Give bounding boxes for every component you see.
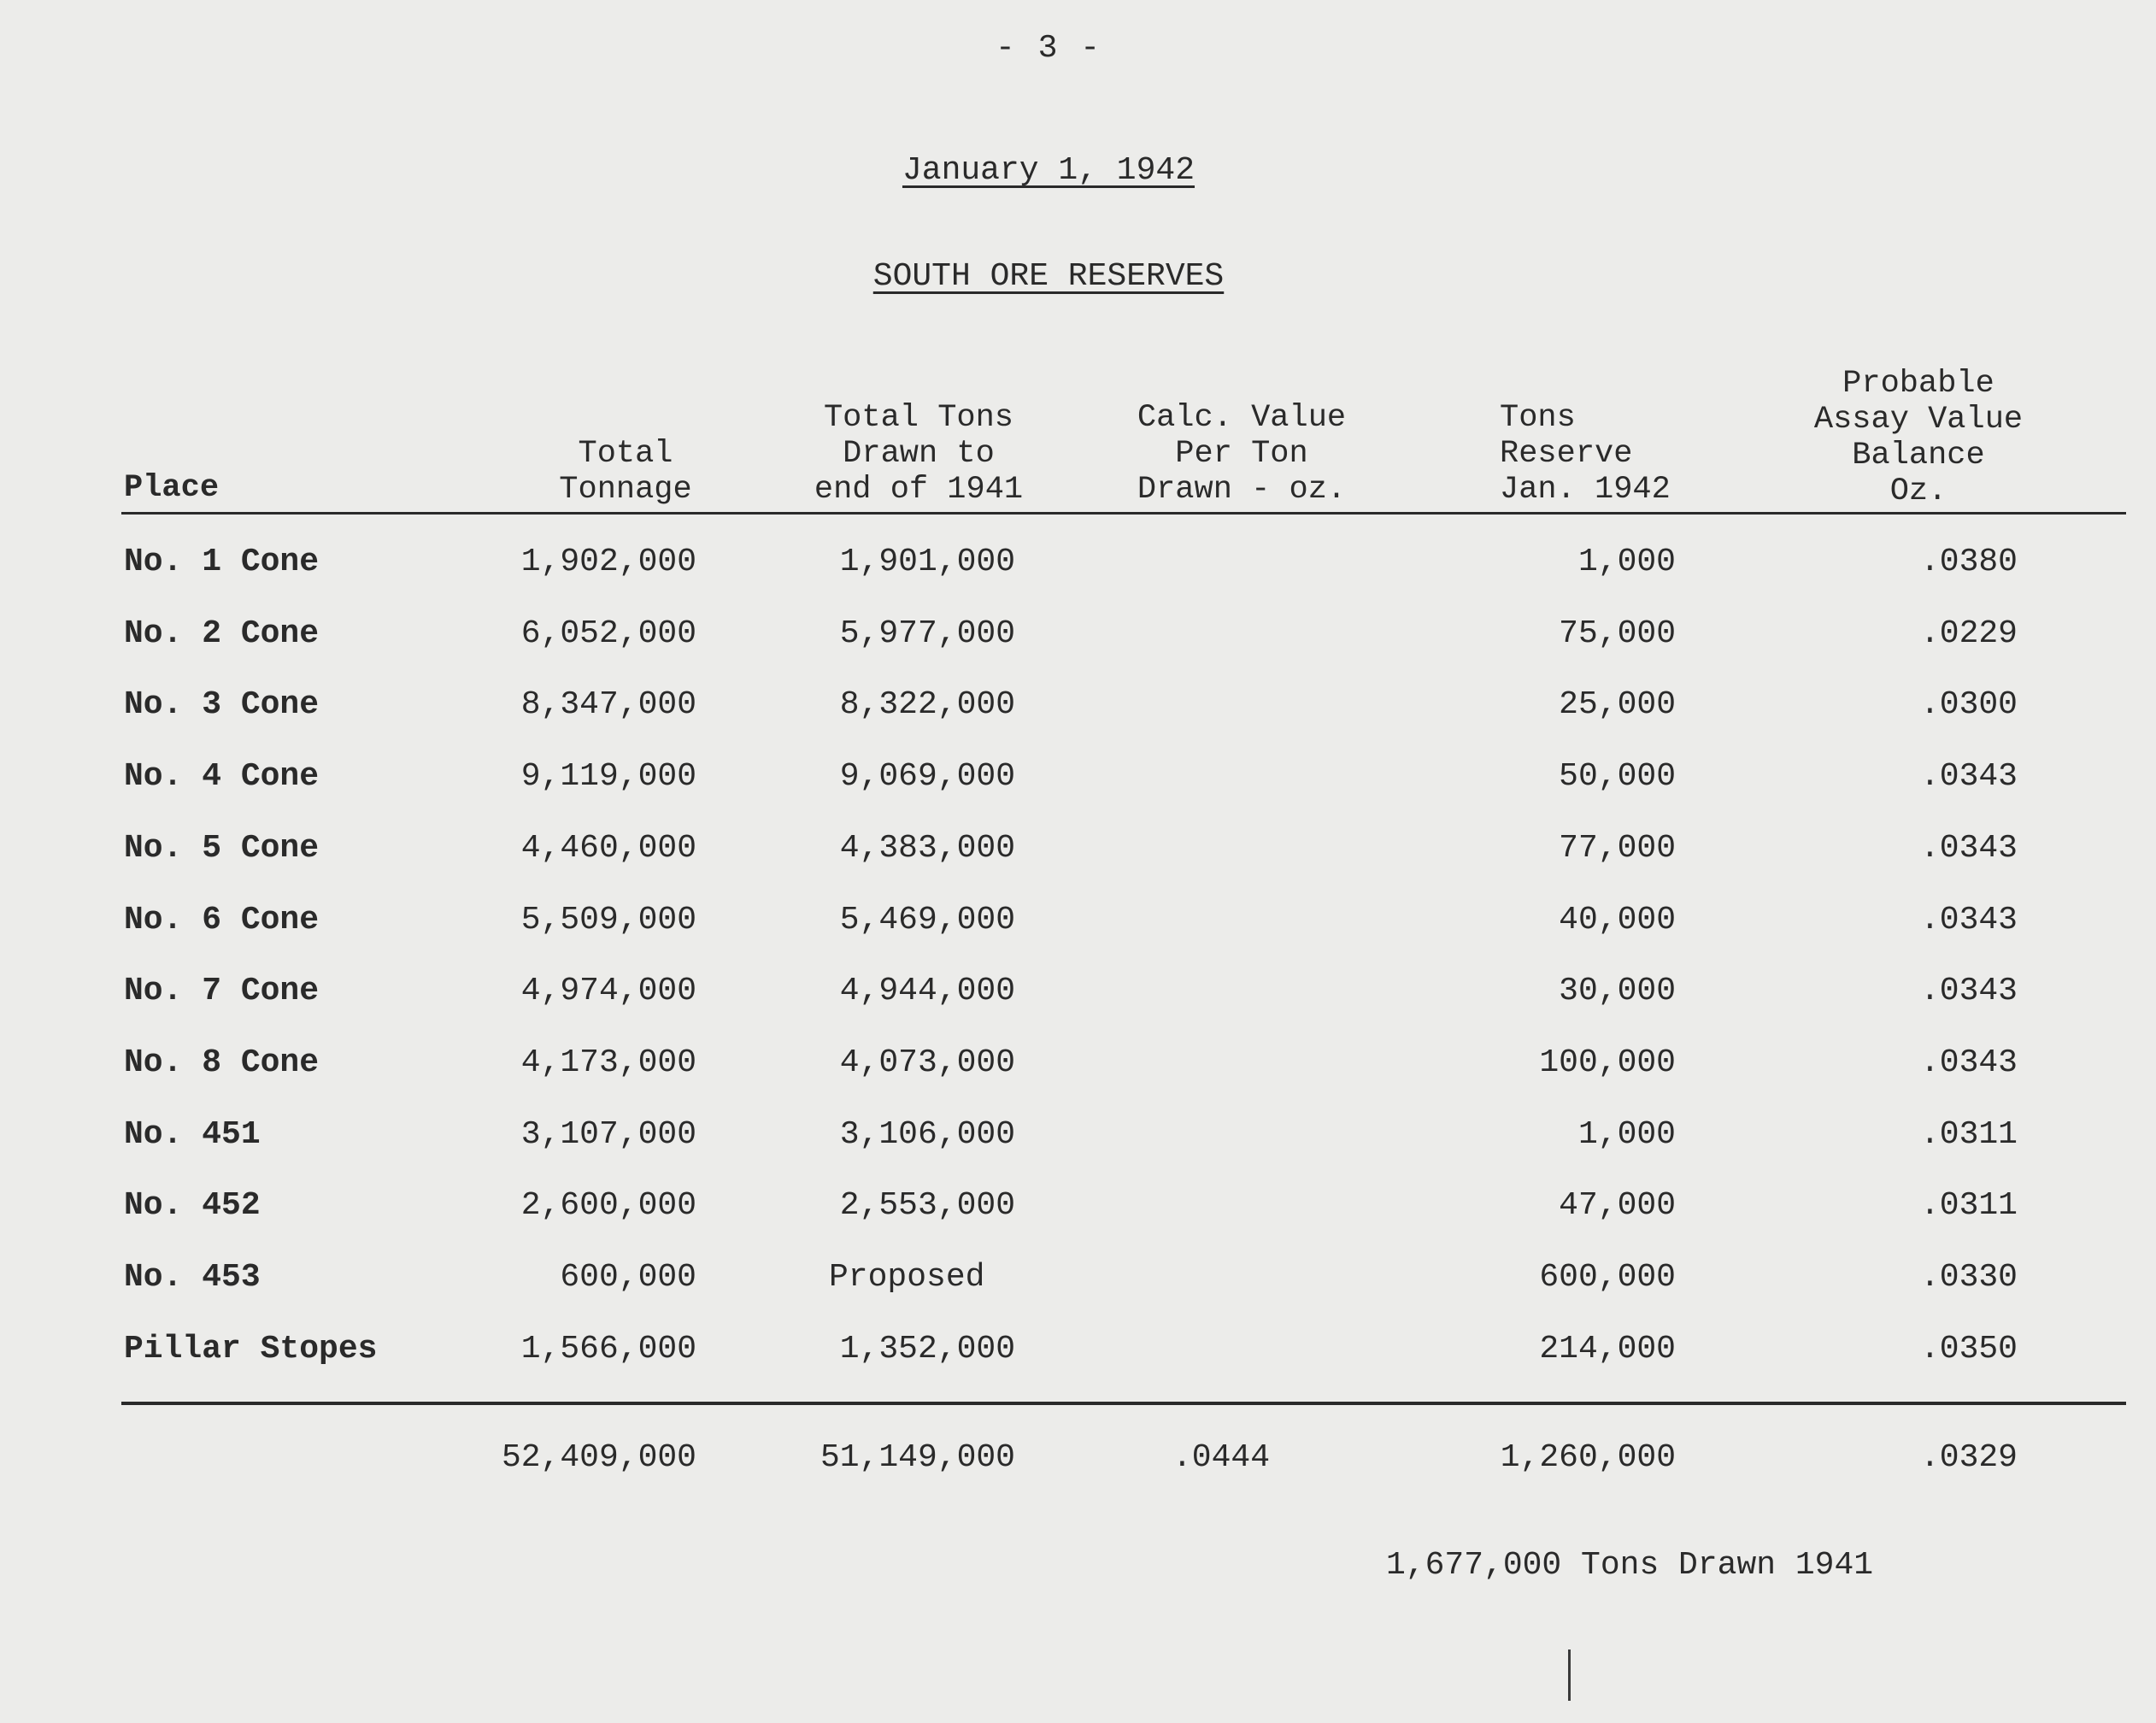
row-place: No. 8 Cone — [124, 1044, 320, 1081]
header-reserve: Tons Reserve Jan. 1942 — [1500, 400, 1671, 508]
row-place: No. 452 — [124, 1187, 261, 1224]
row-place: Pillar Stopes — [124, 1331, 378, 1367]
row-assay: .0343 — [1919, 830, 2018, 867]
totals-rule — [121, 1402, 2126, 1405]
row-assay: .0311 — [1919, 1187, 2018, 1224]
row-reserve: 1,000 — [1577, 544, 1676, 580]
header-place: Place — [124, 470, 220, 506]
row-assay: .0300 — [1919, 686, 2018, 723]
row-place: No. 1 Cone — [124, 544, 320, 580]
pencil-mark — [1568, 1649, 1571, 1701]
header-assay: Probable Assay Value Balance Oz. — [1813, 366, 2024, 509]
row-total-tonnage: 3,107,000 — [520, 1116, 696, 1153]
row-reserve: 40,000 — [1559, 902, 1676, 938]
assay-average: .0329 — [1919, 1439, 2018, 1476]
row-reserve: 25,000 — [1559, 686, 1676, 723]
row-reserve: 50,000 — [1559, 758, 1676, 795]
row-place: No. 453 — [124, 1259, 261, 1296]
page-number: - 3 - — [995, 30, 1102, 67]
report-title — [0, 258, 2097, 295]
row-reserve: 1,000 — [1577, 1116, 1676, 1153]
row-drawn: Proposed — [829, 1259, 985, 1296]
row-total-tonnage: 5,509,000 — [520, 902, 696, 938]
row-reserve: 100,000 — [1539, 1044, 1676, 1081]
row-place: No. 5 Cone — [124, 830, 320, 867]
row-total-tonnage: 9,119,000 — [520, 758, 696, 795]
row-assay: .0330 — [1919, 1259, 2018, 1296]
row-assay: .0343 — [1919, 902, 2018, 938]
row-total-tonnage: 4,974,000 — [520, 973, 696, 1009]
row-drawn: 1,352,000 — [839, 1331, 1015, 1367]
row-drawn: 5,469,000 — [839, 902, 1015, 938]
row-reserve: 47,000 — [1559, 1187, 1676, 1224]
row-drawn: 4,383,000 — [839, 830, 1015, 867]
row-assay: .0343 — [1919, 973, 2018, 1009]
row-place: No. 2 Cone — [124, 615, 320, 652]
row-total-tonnage: 2,600,000 — [520, 1187, 696, 1224]
row-reserve: 600,000 — [1539, 1259, 1676, 1296]
footnote: 1,677,000 Tons Drawn 1941 — [1386, 1547, 1874, 1584]
row-drawn: 3,106,000 — [839, 1116, 1015, 1153]
calc-value-total: .0444 — [1172, 1439, 1271, 1476]
row-total-tonnage: 600,000 — [560, 1259, 696, 1296]
row-drawn: 4,073,000 — [839, 1044, 1015, 1081]
row-place: No. 451 — [124, 1116, 261, 1153]
row-place: No. 6 Cone — [124, 902, 320, 938]
row-reserve: 30,000 — [1559, 973, 1676, 1009]
header-total-tonnage: Total Tonnage — [559, 436, 692, 508]
row-total-tonnage: 4,173,000 — [520, 1044, 696, 1081]
date-heading-text: January 1, 1942 — [902, 152, 1195, 189]
reserve-sum: 1,260,000 — [1500, 1439, 1676, 1476]
row-drawn: 9,069,000 — [839, 758, 1015, 795]
total-tonnage-sum: 52,409,000 — [501, 1439, 696, 1476]
row-reserve: 75,000 — [1559, 615, 1676, 652]
total-drawn-sum: 51,149,000 — [820, 1439, 1015, 1476]
row-reserve: 77,000 — [1559, 830, 1676, 867]
date-heading — [0, 152, 2097, 189]
row-assay: .0380 — [1919, 544, 2018, 580]
row-assay: .0343 — [1919, 1044, 2018, 1081]
row-total-tonnage: 8,347,000 — [520, 686, 696, 723]
header-rule — [121, 512, 2126, 515]
row-total-tonnage: 4,460,000 — [520, 830, 696, 867]
row-drawn: 5,977,000 — [839, 615, 1015, 652]
report-title-text: SOUTH ORE RESERVES — [872, 258, 1225, 295]
row-drawn: 8,322,000 — [839, 686, 1015, 723]
row-total-tonnage: 6,052,000 — [520, 615, 696, 652]
row-drawn: 1,901,000 — [839, 544, 1015, 580]
row-assay: .0350 — [1919, 1331, 2018, 1367]
row-total-tonnage: 1,566,000 — [520, 1331, 696, 1367]
header-drawn: Total Tons Drawn to end of 1941 — [814, 400, 1024, 508]
row-total-tonnage: 1,902,000 — [520, 544, 696, 580]
row-place: No. 4 Cone — [124, 758, 320, 795]
row-drawn: 2,553,000 — [839, 1187, 1015, 1224]
row-reserve: 214,000 — [1539, 1331, 1676, 1367]
row-assay: .0311 — [1919, 1116, 2018, 1153]
row-assay: .0343 — [1919, 758, 2018, 795]
row-place: No. 7 Cone — [124, 973, 320, 1009]
row-place: No. 3 Cone — [124, 686, 320, 723]
row-drawn: 4,944,000 — [839, 973, 1015, 1009]
row-assay: .0229 — [1919, 615, 2018, 652]
header-calc-value: Calc. Value Per Ton Drawn - oz. — [1137, 400, 1347, 508]
